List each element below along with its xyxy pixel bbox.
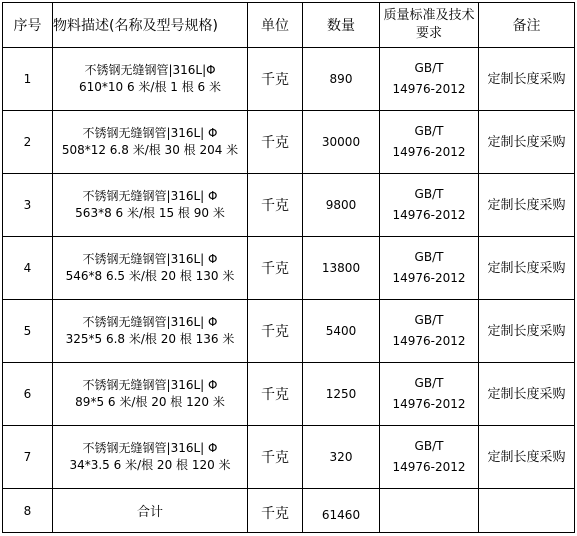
total-unit: 千克 xyxy=(248,489,303,533)
desc-line: 不锈钢无缝钢管|316L| Φ xyxy=(82,315,218,329)
row-qty: 5400 xyxy=(303,300,380,363)
row-seq: 7 xyxy=(3,426,53,489)
std-line: 14976-2012 xyxy=(392,460,466,474)
row-unit: 千克 xyxy=(248,111,303,174)
row-remark: 定制长度采购 xyxy=(479,111,575,174)
desc-line: 不锈钢无缝钢管|316L| Φ xyxy=(82,441,218,455)
row-seq: 5 xyxy=(3,300,53,363)
desc-line: 610*10 6 米/根 1 根 6 米 xyxy=(78,80,221,94)
header-remark: 备注 xyxy=(479,3,575,48)
std-line: GB/T xyxy=(414,250,444,264)
desc-line: 不锈钢无缝钢管|316L|Φ xyxy=(84,63,216,77)
total-row xyxy=(3,489,575,533)
total-standard-empty xyxy=(380,489,479,533)
table-row xyxy=(3,48,575,111)
desc-line: 不锈钢无缝钢管|316L| Φ xyxy=(82,378,218,392)
row-remark: 定制长度采购 xyxy=(479,237,575,300)
std-line: 14976-2012 xyxy=(392,271,466,285)
desc-line: 不锈钢无缝钢管|316L| Φ xyxy=(82,252,218,266)
row-desc xyxy=(53,237,248,300)
row-remark: 定制长度采购 xyxy=(479,174,575,237)
std-line: GB/T xyxy=(414,61,444,75)
row-unit: 千克 xyxy=(248,48,303,111)
std-line: 14976-2012 xyxy=(392,208,466,222)
row-qty: 890 xyxy=(303,48,380,111)
row-unit: 千克 xyxy=(248,174,303,237)
row-desc xyxy=(53,48,248,111)
desc-line: 89*5 6 米/根 20 根 120 米 xyxy=(75,395,225,409)
row-desc xyxy=(53,111,248,174)
std-line: GB/T xyxy=(414,376,444,390)
table-row xyxy=(3,426,575,489)
desc-line: 508*12 6.8 米/根 30 根 204 米 xyxy=(61,143,239,157)
row-standard xyxy=(380,111,479,174)
std-line: GB/T xyxy=(414,124,444,138)
row-standard xyxy=(380,426,479,489)
header-unit: 单位 xyxy=(248,3,303,48)
header-standard: 质量标准及技术要求 xyxy=(380,3,479,48)
row-desc xyxy=(53,426,248,489)
row-unit: 千克 xyxy=(248,363,303,426)
row-unit: 千克 xyxy=(248,300,303,363)
std-line: 14976-2012 xyxy=(392,397,466,411)
row-qty: 9800 xyxy=(303,174,380,237)
row-seq: 1 xyxy=(3,48,53,111)
row-qty: 1250 xyxy=(303,363,380,426)
total-qty: 61460 xyxy=(303,489,380,533)
row-desc xyxy=(53,174,248,237)
std-line: 14976-2012 xyxy=(392,145,466,159)
std-line: 14976-2012 xyxy=(392,334,466,348)
table-row xyxy=(3,237,575,300)
header-qty: 数量 xyxy=(303,3,380,48)
row-remark: 定制长度采购 xyxy=(479,426,575,489)
total-remark-empty xyxy=(479,489,575,533)
row-seq: 3 xyxy=(3,174,53,237)
row-desc xyxy=(53,363,248,426)
header-desc: 物料描述(名称及型号规格) xyxy=(53,3,248,48)
row-qty: 30000 xyxy=(303,111,380,174)
row-unit: 千克 xyxy=(248,237,303,300)
row-standard xyxy=(380,237,479,300)
materials-table xyxy=(2,2,575,533)
desc-line: 546*8 6.5 米/根 20 根 130 米 xyxy=(65,269,235,283)
table-row xyxy=(3,174,575,237)
table-row xyxy=(3,300,575,363)
desc-line: 34*3.5 6 米/根 20 根 120 米 xyxy=(69,458,231,472)
std-line: GB/T xyxy=(414,439,444,453)
table-row xyxy=(3,363,575,426)
desc-line: 563*8 6 米/根 15 根 90 米 xyxy=(75,206,225,220)
row-desc xyxy=(53,300,248,363)
desc-line: 325*5 6.8 米/根 20 根 136 米 xyxy=(65,332,235,346)
row-standard xyxy=(380,174,479,237)
row-standard xyxy=(380,48,479,111)
row-seq: 6 xyxy=(3,363,53,426)
std-line: 14976-2012 xyxy=(392,82,466,96)
row-standard xyxy=(380,363,479,426)
desc-line: 不锈钢无缝钢管|316L| Φ xyxy=(82,126,218,140)
row-remark: 定制长度采购 xyxy=(479,48,575,111)
total-label: 合计 xyxy=(53,489,248,533)
row-remark: 定制长度采购 xyxy=(479,363,575,426)
row-standard xyxy=(380,300,479,363)
std-line: GB/T xyxy=(414,187,444,201)
total-seq: 8 xyxy=(3,489,53,533)
header-row xyxy=(3,3,575,48)
row-seq: 2 xyxy=(3,111,53,174)
header-seq: 序号 xyxy=(3,3,53,48)
std-line: GB/T xyxy=(414,313,444,327)
row-seq: 4 xyxy=(3,237,53,300)
row-unit: 千克 xyxy=(248,426,303,489)
row-qty: 13800 xyxy=(303,237,380,300)
desc-line: 不锈钢无缝钢管|316L| Φ xyxy=(82,189,218,203)
table-row xyxy=(3,111,575,174)
row-qty: 320 xyxy=(303,426,380,489)
row-remark: 定制长度采购 xyxy=(479,300,575,363)
